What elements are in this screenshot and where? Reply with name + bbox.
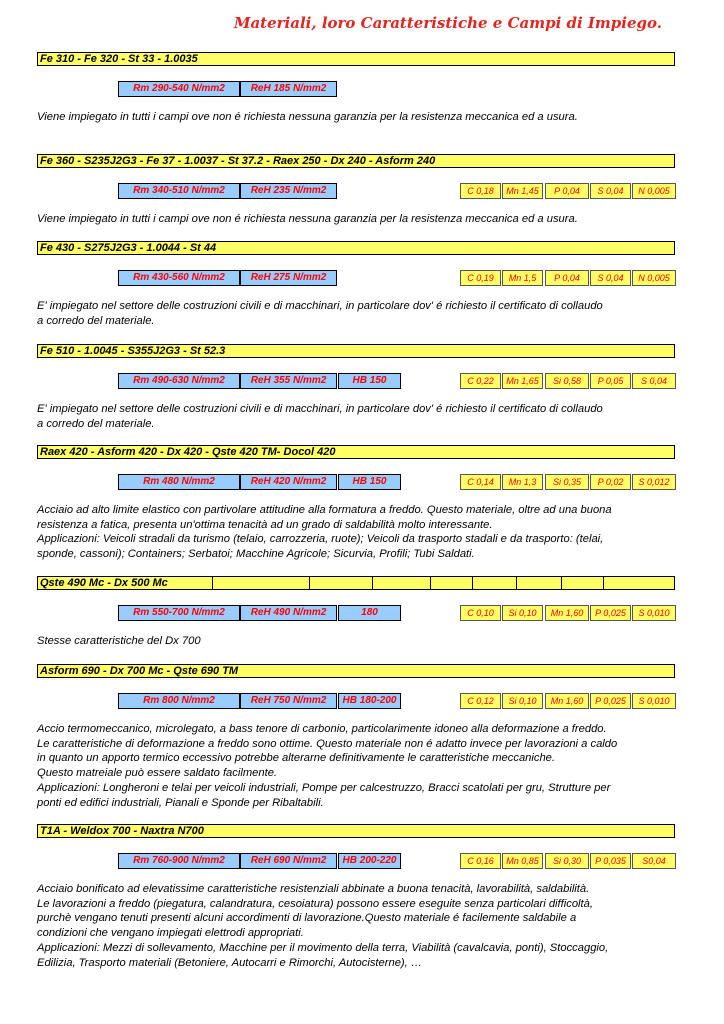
properties-row [0, 853, 724, 869]
yield-strength: ReH 420 N/mm2 [240, 474, 337, 490]
description-line: Questo matreiale può essere saldato facilmente. [37, 767, 278, 780]
name-bar-cell [604, 577, 648, 589]
description-line: Acciaio ad alto limite elastico con partivolare attitudine alla formatura a freddo. Questo materiale, oltre ad una buona [37, 504, 612, 516]
material-description [37, 212, 677, 227]
chemical-composition-cell: Mn 1,60 [545, 605, 589, 621]
chemical-composition-cell: S 0,012 [632, 474, 676, 490]
hardness: HB 200-220 [338, 853, 401, 869]
description-line: E' impiegato nel settore delle costruzioni civili e di macchinari, in particolare dov' é richiesto il certificato di collaudo [37, 300, 603, 312]
name-bar-cell [310, 577, 373, 589]
description-line: E' impiegato nel settore delle costruzioni civili e di macchinari, in particolare dov' é richiesto il certificato di collaudo [37, 403, 603, 415]
name-bar-cell [431, 577, 473, 589]
chemical-composition-cell: Si 0,10 [502, 605, 543, 621]
material-description [37, 402, 677, 431]
description-line: Stesse caratteristiche del Dx 700 [37, 635, 201, 647]
yield-strength: ReH 750 N/mm2 [240, 693, 337, 709]
description-line: Viene impiegato in tutti i campi ove non é richiesta nessuna garanzia per la resistenza meccanica ed a usura. [37, 111, 578, 123]
chemical-composition-cell: N 0,005 [632, 183, 676, 199]
description-line: Applicazioni: Mezzi di sollevamento, Macchine per il movimento della terra, Viabilità (cavalcavia, ponti), Stoccaggio, [37, 941, 609, 954]
material-name-bar: Asform 690 - Dx 700 Mc - Qste 690 TM [37, 664, 675, 678]
hardness: HB 150 [338, 474, 401, 490]
tensile-strength: Rm 480 N/mm2 [118, 474, 240, 490]
chemical-composition-cell: Si 0,35 [545, 474, 589, 490]
tensile-strength: Rm 430-560 N/mm2 [118, 270, 240, 286]
material-description [37, 722, 677, 810]
chemical-composition-cell: Si 0,58 [545, 373, 589, 389]
chemical-composition-cell: P 0,025 [590, 693, 631, 709]
yield-strength: ReH 490 N/mm2 [240, 605, 337, 621]
name-bar-cell [373, 577, 431, 589]
material-description [37, 110, 677, 125]
hardness: 180 [338, 605, 401, 621]
chemical-composition-cell: S 0,04 [632, 373, 676, 389]
properties-row [0, 270, 724, 286]
material-description [37, 503, 677, 562]
name-bar-cell [213, 577, 310, 589]
chemical-composition-cell: S 0,010 [632, 605, 676, 621]
tensile-strength: Rm 490-630 N/mm2 [118, 373, 240, 389]
chemical-composition-cell: P 0,035 [590, 853, 631, 869]
chemical-composition-cell: Mn 1,65 [502, 373, 543, 389]
material-description [37, 299, 677, 328]
tensile-strength: Rm 340-510 N/mm2 [118, 183, 240, 199]
tensile-strength: Rm 760-900 N/mm2 [118, 853, 240, 869]
description-line: resistenza a fatica, presenta un'ottima tenacità ad un grado di saldabilità molto interessante. [37, 518, 493, 531]
description-line: Applicazioni: Veicoli stradali da turismo (telaio, carrozzeria, ruote); Veicoli da trasporto stadali e da trasporto: (telai, [37, 533, 604, 546]
properties-row [0, 693, 724, 709]
chemical-composition-cell: P 0,02 [590, 474, 631, 490]
tensile-strength: Rm 290-540 N/mm2 [118, 81, 240, 97]
properties-row [0, 183, 724, 199]
chemical-composition-cell: S 0,04 [590, 270, 631, 286]
yield-strength: ReH 690 N/mm2 [240, 853, 337, 869]
description-line: Le caratteristiche di deformazione a freddo sono ottime. Questo materiale non é adatto invece per lavorazioni a caldo [37, 737, 618, 750]
description-line: purchè vengano tenuti presenti alcuni accordimenti di lavorazione.Questo materiale é facilemente saldabile a [37, 912, 577, 925]
description-line: Viene impiegato in tutti i campi ove non é richiesta nessuna garanzia per la resistenza meccanica ed a usura. [37, 213, 578, 225]
chemical-composition-cell: S 0,010 [632, 693, 676, 709]
tensile-strength: Rm 800 N/mm2 [118, 693, 240, 709]
yield-strength: ReH 235 N/mm2 [240, 183, 337, 199]
name-bar-cell [517, 577, 562, 589]
material-name-bar: T1A - Weldox 700 - Naxtra N700 [37, 824, 675, 838]
description-line: Edilizia, Trasporto materiali (Betoniere, Autocarri e Rimorchi, Autocisterne), … [37, 956, 423, 969]
material-name-bar [37, 576, 675, 590]
chemical-composition-cell: Mn 1,3 [502, 474, 543, 490]
chemical-composition-cell: Mn 0,85 [502, 853, 543, 869]
tensile-strength: Rm 550-700 N/mm2 [118, 605, 240, 621]
name-bar-cell [562, 577, 604, 589]
material-name-bar: Raex 420 - Asform 420 - Dx 420 - Qste 420 TM- Docol 420 [37, 445, 675, 459]
chemical-composition-cell: C 0,19 [460, 270, 501, 286]
chemical-composition-cell: P 0,025 [590, 605, 631, 621]
yield-strength: ReH 185 N/mm2 [240, 81, 337, 97]
chemical-composition-cell: P 0,05 [590, 373, 631, 389]
chemical-composition-cell: Mn 1,45 [502, 183, 543, 199]
hardness: HB 180-200 [338, 693, 401, 709]
chemical-composition-cell: Mn 1,5 [502, 270, 543, 286]
page-title: Materiali, loro Caratteristiche e Campi di Impiego. [233, 14, 662, 32]
description-line: Applicazioni: Longheroni e telai per veicoli industriali, Pompe per calcestruzzo, Bracci scatolati per gru, Strutture per [37, 781, 611, 794]
chemical-composition-cell: P 0,04 [545, 270, 589, 286]
chemical-composition-cell: Mn 1,60 [545, 693, 589, 709]
description-line: Accio termomeccanico, microlegato, a bass tenore di carbonio, particolarimente idoneo alla deformazione a freddo. [37, 723, 607, 735]
chemical-composition-cell: C 0,10 [460, 605, 501, 621]
yield-strength: ReH 275 N/mm2 [240, 270, 337, 286]
chemical-composition-cell: S 0,04 [590, 183, 631, 199]
material-name-bar: Fe 310 - Fe 320 - St 33 - 1.0035 [37, 52, 675, 66]
properties-row [0, 81, 724, 97]
description-line: Le lavorazioni a freddo (piegatura, calandratura, cesoiatura) possono essere eseguite senza particolari difficoltà, [37, 897, 593, 910]
yield-strength: ReH 355 N/mm2 [240, 373, 337, 389]
material-description [37, 882, 677, 970]
material-name-bar: Fe 510 - 1.0045 - S355J2G3 - St 52.3 [37, 344, 675, 358]
material-name-bar: Fe 430 - S275J2G3 - 1.0044 - St 44 [37, 241, 675, 255]
name-bar-cell [473, 577, 517, 589]
chemical-composition-cell: C 0,12 [460, 693, 501, 709]
description-line: Acciaio bonificato ad elevatissime caratteristiche resistenziali abbinate a buona tenacità, lavorabilità, saldabilità. [37, 883, 590, 895]
description-line: sponde, cassoni); Containers; Serbatoi; Macchine Agricole; Sicurvia, Profili; Tubi Saldati. [37, 548, 475, 561]
properties-row [0, 474, 724, 490]
properties-row [0, 605, 724, 621]
description-line: a corredo del materiale. [37, 417, 155, 430]
chemical-composition-cell: C 0,16 [460, 853, 501, 869]
material-description [37, 634, 677, 649]
material-name-bar: Fe 360 - S235J2G3 - Fe 37 - 1.0037 - St 37.2 - Raex 250 - Dx 240 - Asform 240 [37, 154, 675, 168]
chemical-composition-cell: N 0,005 [632, 270, 676, 286]
description-line: in quanto un apporto termico eccessivo potrebbe alterarne definitivamente le caratteristiche meccaniche. [37, 752, 556, 765]
description-line: a corredo del materiale. [37, 314, 155, 327]
chemical-composition-cell: Si 0,30 [545, 853, 589, 869]
chemical-composition-cell: C 0,18 [460, 183, 501, 199]
description-line: ponti ed edifici industriali, Pianali e Sponde per Ribaltabili. [37, 796, 324, 809]
chemical-composition-cell: C 0,14 [460, 474, 501, 490]
description-line: condizioni che vengano impiegati elettrodi appropriati. [37, 927, 304, 940]
chemical-composition-cell: C 0,22 [460, 373, 501, 389]
chemical-composition-cell: P 0,04 [545, 183, 589, 199]
material-name: Qste 490 Mc - Dx 500 Mc [38, 577, 213, 589]
hardness: HB 150 [338, 373, 401, 389]
properties-row [0, 373, 724, 389]
chemical-composition-cell: S0,04 [632, 853, 676, 869]
chemical-composition-cell: Si 0,10 [502, 693, 543, 709]
